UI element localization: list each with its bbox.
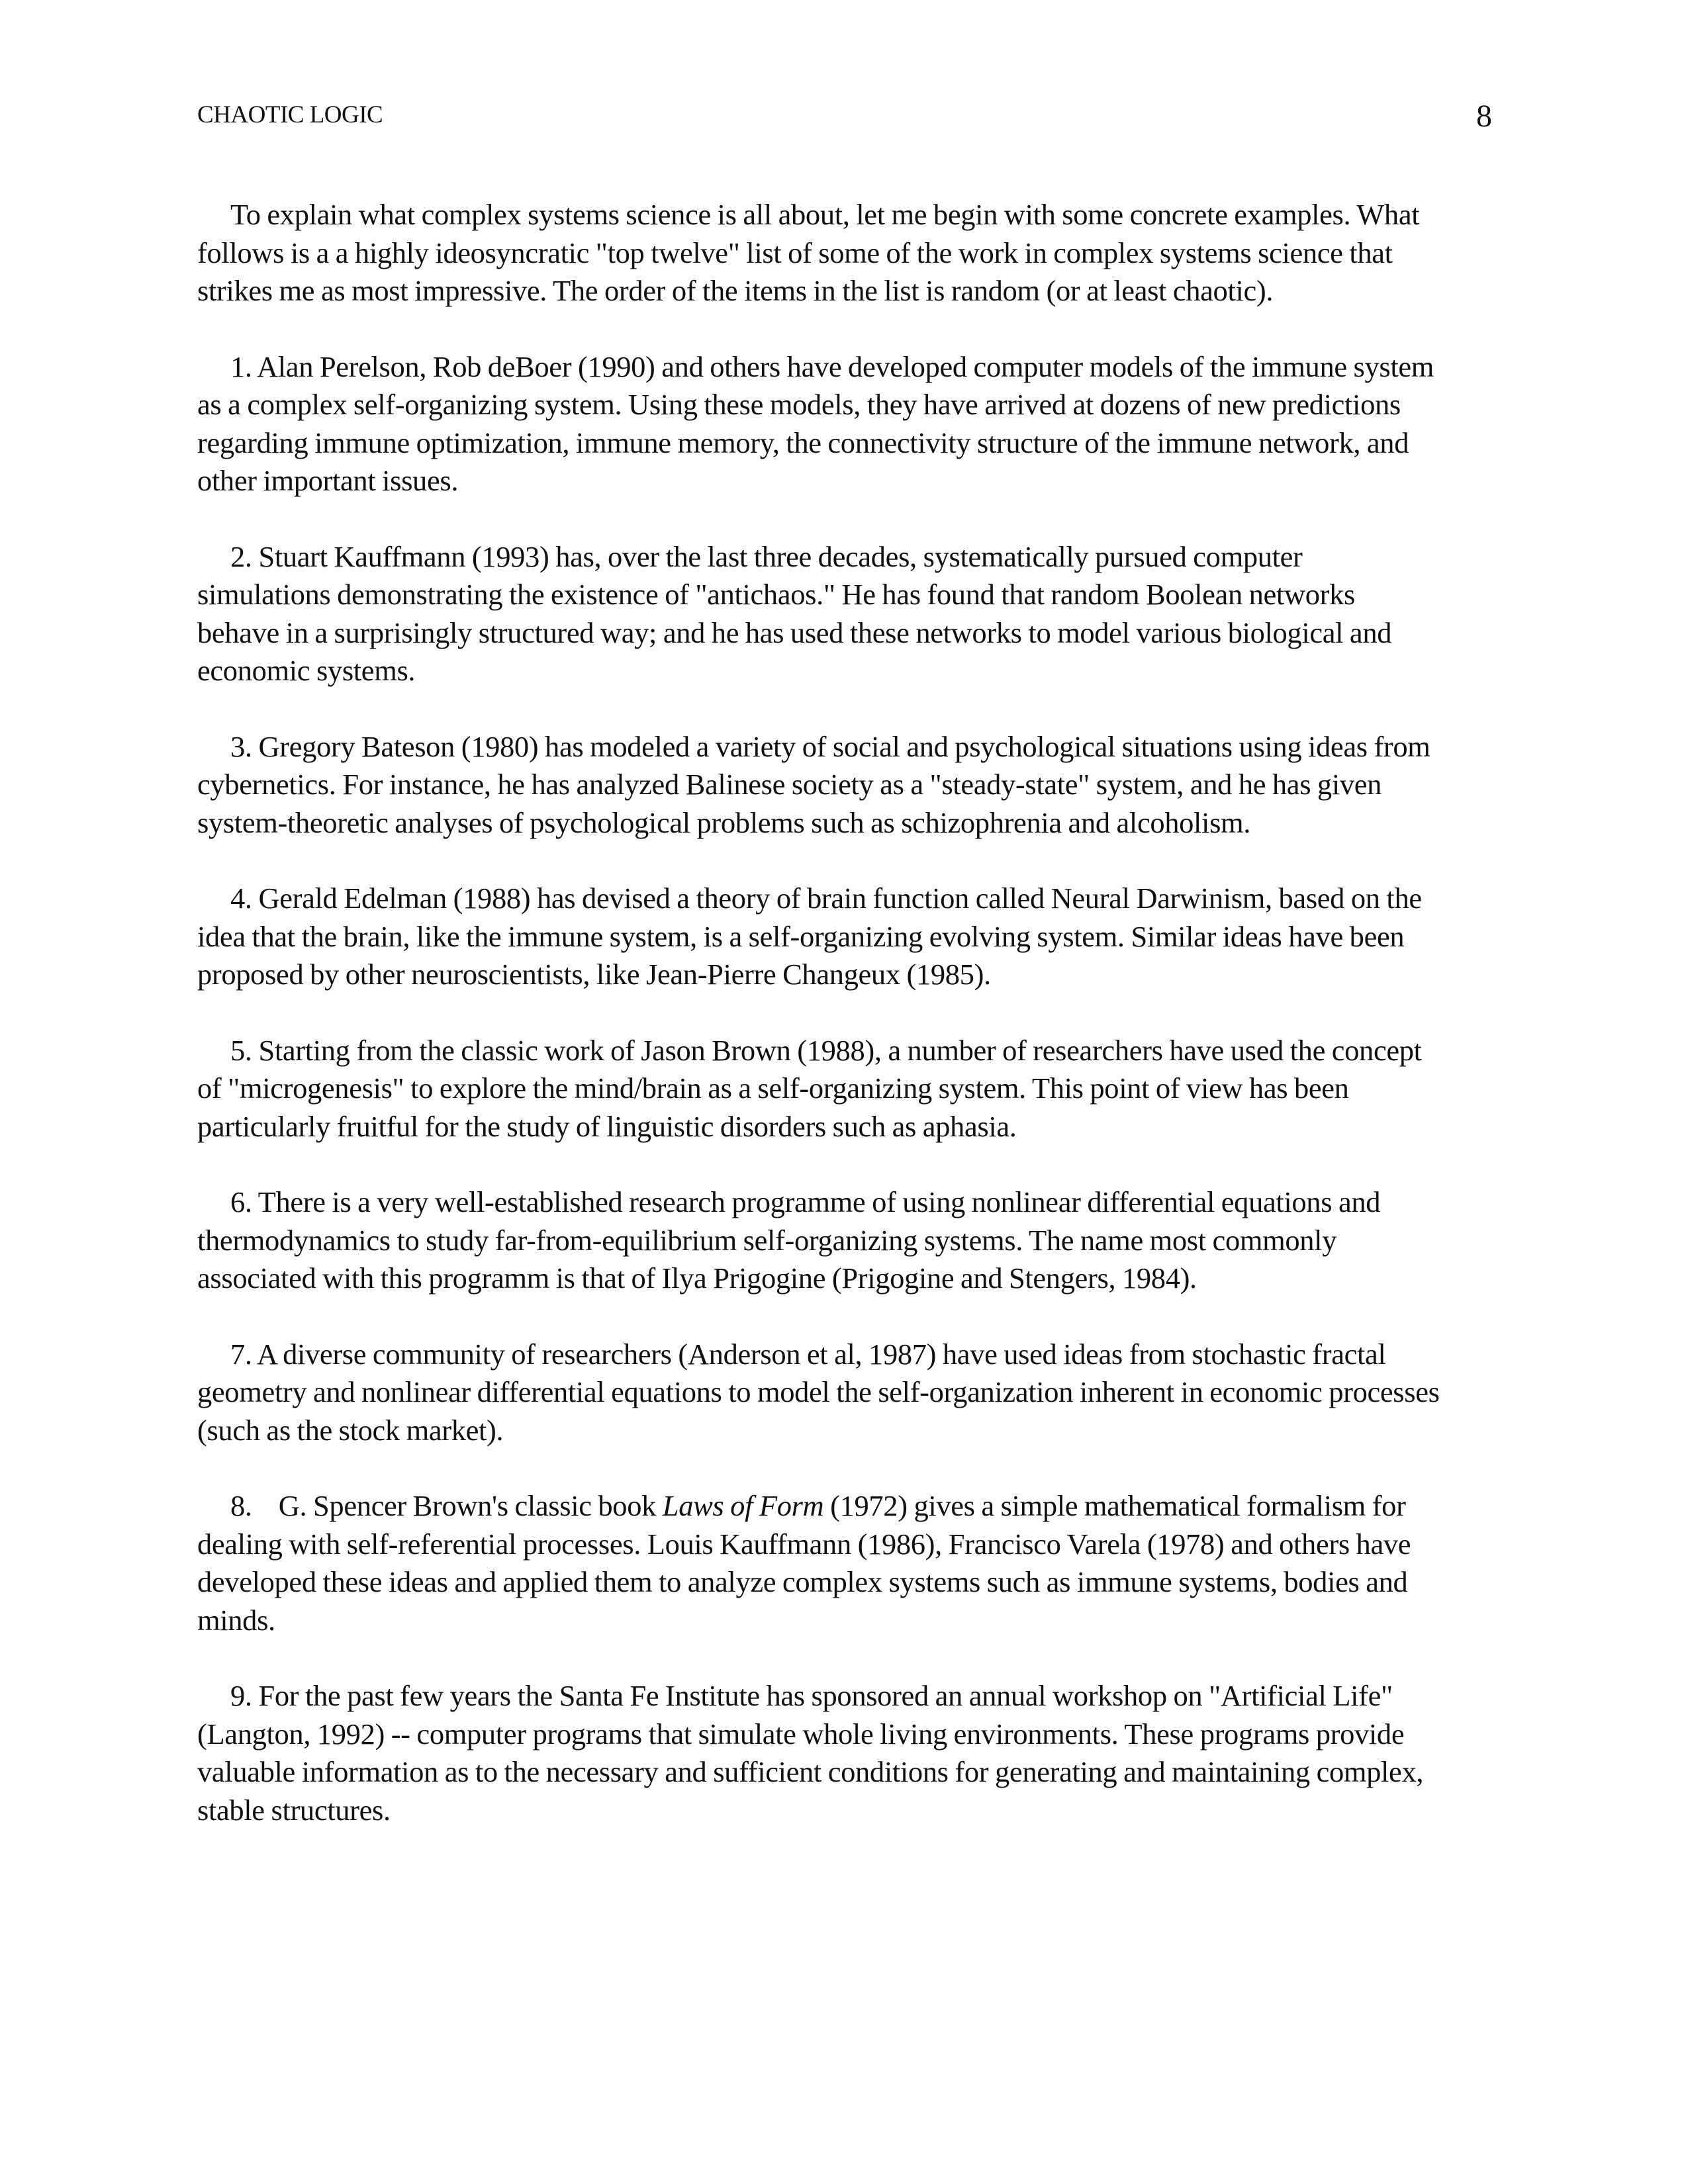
list-item-6: 6. There is a very well-established research programme of using nonlinear differential equations and thermodynamics to study far-from-equilibrium self-organizing systems. The name most commonly associated with this programm is that of Ilya Prigogine (Prigogine and Stengers, 1984). [197,1185,1381,1295]
list-item-8-number: 8. [230,1489,252,1522]
intro-paragraph: To explain what complex systems science is all about, let me begin with some concrete examples. What follows is a a highly ideosyncratic "top twelve" list of some of the work in complex systems science that strikes me as most impressive. The order of the items in the list is random (or at least chaotic). [197,198,1420,307]
list-item-2: 2. Stuart Kauffmann (1993) has, over the last three decades, systematically pursued computer simulations demonstrating the existence of "antichaos." He has found that random Boolean networks behave in a surprisingly structured way; and he has used these networks to model various biological and economic systems. [197,539,1392,687]
list-item-9: 9. For the past few years the Santa Fe Institute has sponsored an annual workshop on "Artificial Life" (Langton, 1992) -- computer programs that simulate whole living environments. These programs provide valuable information as to the necessary and sufficient conditions for generating and maintaining complex, stable structures. [197,1679,1424,1827]
body-text [197,196,1442,1867]
running-title: CHAOTIC LOGIC [197,101,383,128]
page-number: 8 [1476,99,1492,134]
list-item-3: 3. Gregory Bateson (1980) has modeled a variety of social and psychological situations using ideas from cybernetics. For instance, he has analyzed Balinese society as a "steady-state" system, and he has given system-theoretic analyses of psychological problems such as schizophrenia and alcoholism. [197,729,1430,839]
list-item-1: 1. Alan Perelson, Rob deBoer (1990) and others have developed computer models of the immune system as a complex self-organizing system. Using these models, they have arrived at dozens of new predictions regarding immune optimization, immune memory, the connectivity structure of the immune network, and other important issues. [197,349,1434,497]
book-title: Laws of Form [662,1489,824,1522]
list-item-5: 5. Starting from the classic work of Jason Brown (1988), a number of researchers have used the concept of "microgenesis" to explore the mind/brain as a self-organizing system. This point of view has been particularly fruitful for the study of linguistic disorders such as aphasia. [197,1033,1422,1143]
running-header [197,98,1492,138]
list-item-4: 4. Gerald Edelman (1988) has devised a theory of brain function called Neural Darwinism, based on the idea that the brain, like the immune system, is a self-organizing evolving system. Similar ideas have been proposed by other neuroscientists, like Jean-Pierre Changeux (1985). [197,882,1422,991]
list-item-8 [197,1487,1442,1639]
list-item-7: 7. A diverse community of researchers (Anderson et al, 1987) have used ideas from stochastic fractal geometry and nonlinear differential equations to model the self-organization inherent in economic processes (such as the stock market). [197,1337,1440,1447]
list-item-8-lead: G. Spencer Brown's classic book [278,1489,663,1522]
list-item-8-rest: (1972) gives a simple mathematical formalism for dealing with self-referential processes. Louis Kauffmann (1986), Francisco Varela (1978) and others have developed these ideas and applied them to analyze complex systems such as immune systems, bodies and minds. [197,1489,1411,1637]
